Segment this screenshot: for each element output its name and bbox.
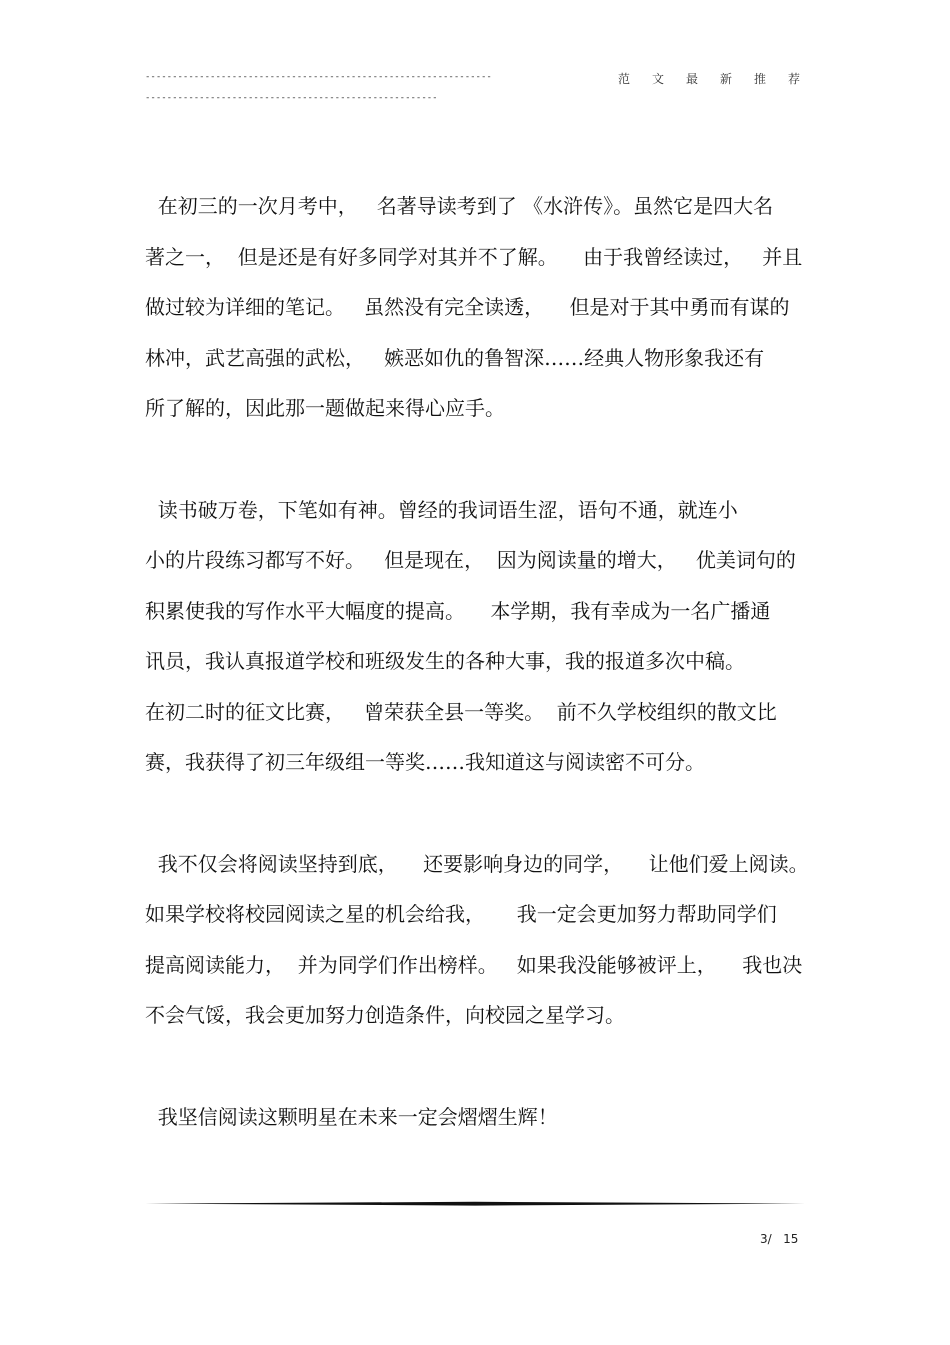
text-line: 我不仅会将阅读坚持到底， 还要影响身边的同学， 让他们爱上阅读。 — [145, 851, 809, 876]
page-total: 15 — [783, 1232, 799, 1246]
essay-body — [145, 181, 810, 1142]
footer-rule — [145, 1201, 805, 1207]
text-line: 提高阅读能力， 并为同学们作出榜样。 如果我没能够被评上， 我也决 — [145, 952, 803, 977]
text-line: 我坚信阅读这颗明星在未来一定会熠熠生辉！ — [145, 1104, 558, 1129]
text-line: 赛，我获得了初三年级组一等奖……我知道这与阅读密不可分。 — [145, 750, 705, 774]
paragraph-3 — [145, 839, 810, 1041]
paragraph-4 — [145, 1092, 810, 1143]
text-line: 读书破万卷，下笔如有神。曾经的我词语生涩，语句不通，就连小 — [145, 497, 738, 522]
text-line: 在初二时的征文比赛， 曾荣获全县一等奖。 前不久学校组织的散文比 — [145, 699, 777, 724]
page-number — [760, 1232, 798, 1246]
text-line: 所了解的，因此那一题做起来得心应手。 — [145, 396, 505, 420]
paragraph-1 — [145, 181, 810, 434]
paragraph-2 — [145, 485, 810, 788]
text-line: 小的片段练习都写不好。 但是现在， 因为阅读量的增大， 优美词句的 — [145, 548, 796, 572]
paragraph-spacer — [145, 434, 810, 485]
text-line: 林冲，武艺高强的武松， 嫉恶如仇的鲁智深……经典人物形象我还有 — [145, 345, 765, 370]
paragraph-spacer — [145, 1041, 810, 1092]
page-separator: / — [767, 1232, 772, 1246]
header-dash-line-bottom: ------------------------------------------------------ — [145, 93, 438, 103]
text-line: 讯员，我认真报道学校和班级发生的各种大事，我的报道多次中稿。 — [145, 649, 745, 673]
text-line: 著之一， 但是还是有好多同学对其并不了解。 由于我曾经读过， 并且 — [145, 244, 803, 269]
text-line: 如果学校将校园阅读之星的机会给我， 我一定会更加努力帮助同学们 — [145, 902, 777, 926]
page-current: 3 — [760, 1232, 768, 1246]
header-dash-line-top: ---------------------------------------------------------------- — [145, 72, 492, 82]
text-line: 做过较为详细的笔记。 虽然没有完全读透， 但是对于其中勇而有谋的 — [145, 295, 790, 319]
text-line: 在初三的一次月考中， 名著导读考到了 《水浒传》。虽然它是四大名 — [145, 194, 774, 218]
text-line: 不会气馁，我会更加努力创造条件，向校园之星学习。 — [145, 1003, 625, 1027]
paragraph-spacer — [145, 788, 810, 839]
header-title: 范文最新推荐 — [618, 72, 823, 86]
text-line: 积累使我的写作水平大幅度的提高。 本学期，我有幸成为一名广播通 — [145, 598, 771, 623]
